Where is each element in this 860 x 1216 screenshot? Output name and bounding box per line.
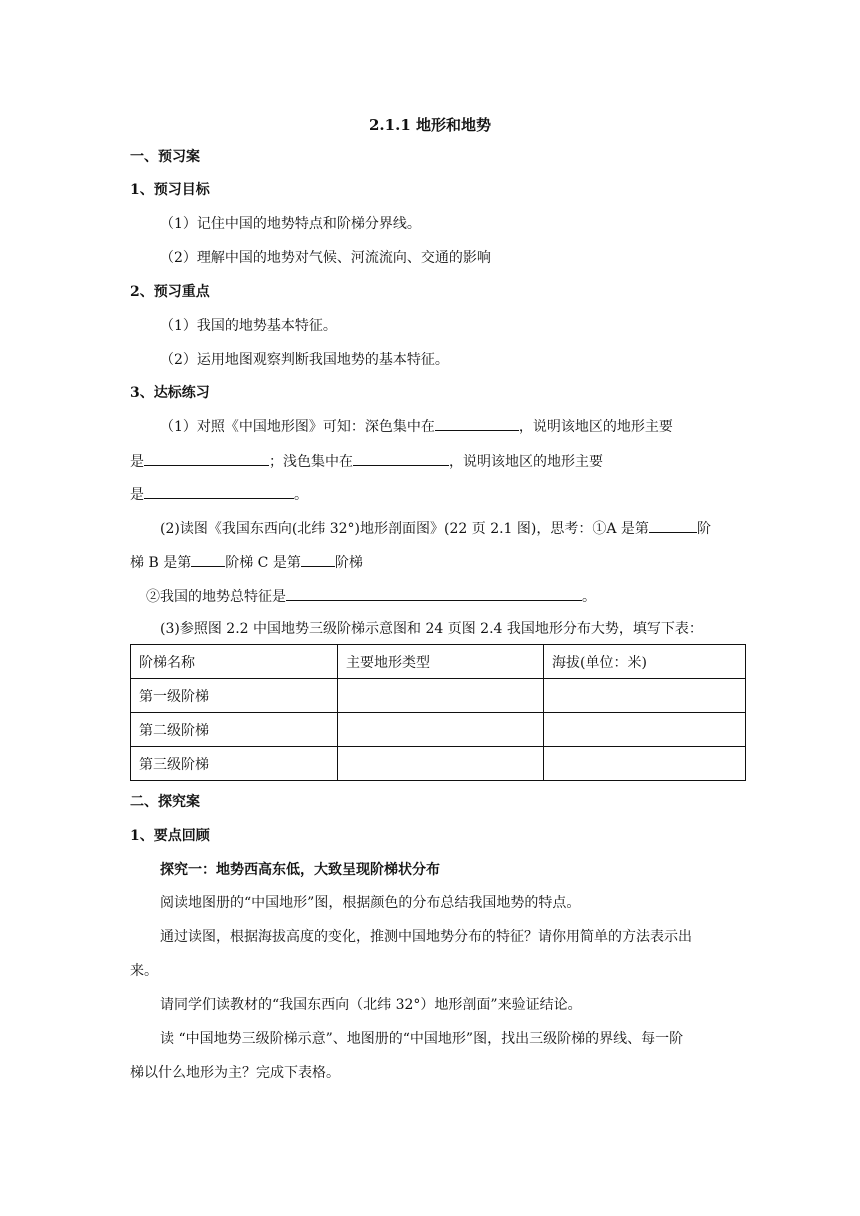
table-row bbox=[131, 713, 746, 747]
subheading-key-points: 2、预习重点 bbox=[130, 284, 210, 300]
terrain-steps-table bbox=[130, 644, 746, 781]
answer-blank[interactable] bbox=[191, 552, 225, 567]
paragraph-1: 阅读地图册的“中国地形”图，根据颜色的分布总结我国地势的特点。 bbox=[160, 895, 581, 911]
table-header-cell: 主要地形类型 bbox=[338, 645, 544, 679]
table-cell-input[interactable] bbox=[338, 713, 544, 747]
question-2-line-2 bbox=[130, 552, 363, 572]
table-cell-input[interactable] bbox=[338, 679, 544, 713]
table-header-row bbox=[131, 645, 746, 679]
paragraph-2-line-1: 通过读图，根据海拔高度的变化，推测中国地势分布的特征？请你用简单的方法表示出 bbox=[160, 929, 692, 945]
question-1-line-2 bbox=[130, 451, 603, 471]
paragraph-2-line-2: 来。 bbox=[130, 963, 158, 979]
question-2-line-3 bbox=[146, 586, 596, 606]
q1-text-e: ，说明该地区的地形主要 bbox=[449, 454, 603, 470]
answer-blank[interactable] bbox=[286, 586, 582, 601]
question-1-line-1 bbox=[160, 416, 673, 436]
section-heading-preview: 一、预习案 bbox=[130, 149, 200, 165]
table-cell-step-name: 第一级阶梯 bbox=[131, 679, 338, 713]
section-heading-inquiry: 二、探究案 bbox=[130, 794, 200, 810]
q2-text-f: ②我国的地势总特征是 bbox=[146, 589, 286, 605]
table-header-cell: 阶梯名称 bbox=[131, 645, 338, 679]
paragraph-4-line-1: 读 “中国地势三级阶梯示意”、地图册的“中国地形”图，找出三级阶梯的界线、每一阶 bbox=[160, 1031, 684, 1047]
goal-item-2: （2）理解中国的地势对气候、河流流向、交通的影响 bbox=[160, 250, 491, 266]
answer-blank[interactable] bbox=[144, 484, 294, 499]
q2-text-e: 阶梯 bbox=[334, 555, 363, 571]
table-row bbox=[131, 747, 746, 781]
table-header-cell: 海拔(单位：米) bbox=[544, 645, 746, 679]
inquiry-1-heading: 探究一：地势西高东低，大致呈现阶梯状分布 bbox=[160, 862, 440, 878]
q1-text-b: ，说明该地区的地形主要 bbox=[518, 419, 673, 435]
answer-blank[interactable] bbox=[301, 552, 335, 567]
key-point-1: （1）我国的地势基本特征。 bbox=[160, 318, 337, 334]
paragraph-4-line-2: 梯以什么地形为主？完成下表格。 bbox=[130, 1065, 340, 1081]
q1-text-d: ；浅色集中在 bbox=[269, 454, 353, 470]
q2-text-c: 梯 B 是第 bbox=[130, 555, 192, 571]
question-2-line-1 bbox=[160, 518, 711, 538]
paragraph-3: 请同学们读教材的“我国东西向（北纬 32°）地形剖面”来验证结论。 bbox=[160, 997, 582, 1013]
document-title: 2.1.1 地形和地势 bbox=[369, 116, 491, 134]
table-cell-step-name: 第三级阶梯 bbox=[131, 747, 338, 781]
question-1-line-3 bbox=[130, 484, 308, 504]
answer-blank[interactable] bbox=[435, 416, 519, 431]
q2-text-b: 阶 bbox=[696, 521, 711, 537]
table-cell-input[interactable] bbox=[544, 747, 746, 781]
table-cell-step-name: 第二级阶梯 bbox=[131, 713, 338, 747]
table-cell-input[interactable] bbox=[338, 747, 544, 781]
goal-item-1: （1）记住中国的地势特点和阶梯分界线。 bbox=[160, 216, 421, 232]
question-3: (3)参照图 2.2 中国地势三级阶梯示意图和 24 页图 2.4 我国地形分布大势，填写下表： bbox=[160, 621, 703, 637]
subheading-review: 1、要点回顾 bbox=[130, 828, 210, 844]
q1-text-f: 是 bbox=[130, 487, 144, 503]
table-cell-input[interactable] bbox=[544, 713, 746, 747]
q1-text-a: （1）对照《中国地形图》可知：深色集中在 bbox=[160, 419, 435, 435]
q2-text-d: 阶梯 C 是第 bbox=[225, 555, 301, 571]
answer-blank[interactable] bbox=[649, 518, 697, 533]
table-row bbox=[131, 679, 746, 713]
key-point-2: （2）运用地图观察判断我国地势的基本特征。 bbox=[160, 352, 449, 368]
q1-text-c: 是 bbox=[130, 454, 144, 470]
table-cell-input[interactable] bbox=[544, 679, 746, 713]
subheading-exercises: 3、达标练习 bbox=[130, 385, 210, 401]
q1-text-g: 。 bbox=[294, 487, 308, 503]
subheading-goals: 1、预习目标 bbox=[130, 182, 210, 198]
answer-blank[interactable] bbox=[353, 451, 449, 466]
q2-text-g: 。 bbox=[582, 589, 596, 605]
q2-text-a: (2)读图《我国东西向(北纬 32°)地形剖面图》(22 页 2.1 图)，思考：①A 是第 bbox=[160, 521, 649, 537]
answer-blank[interactable] bbox=[144, 451, 269, 466]
